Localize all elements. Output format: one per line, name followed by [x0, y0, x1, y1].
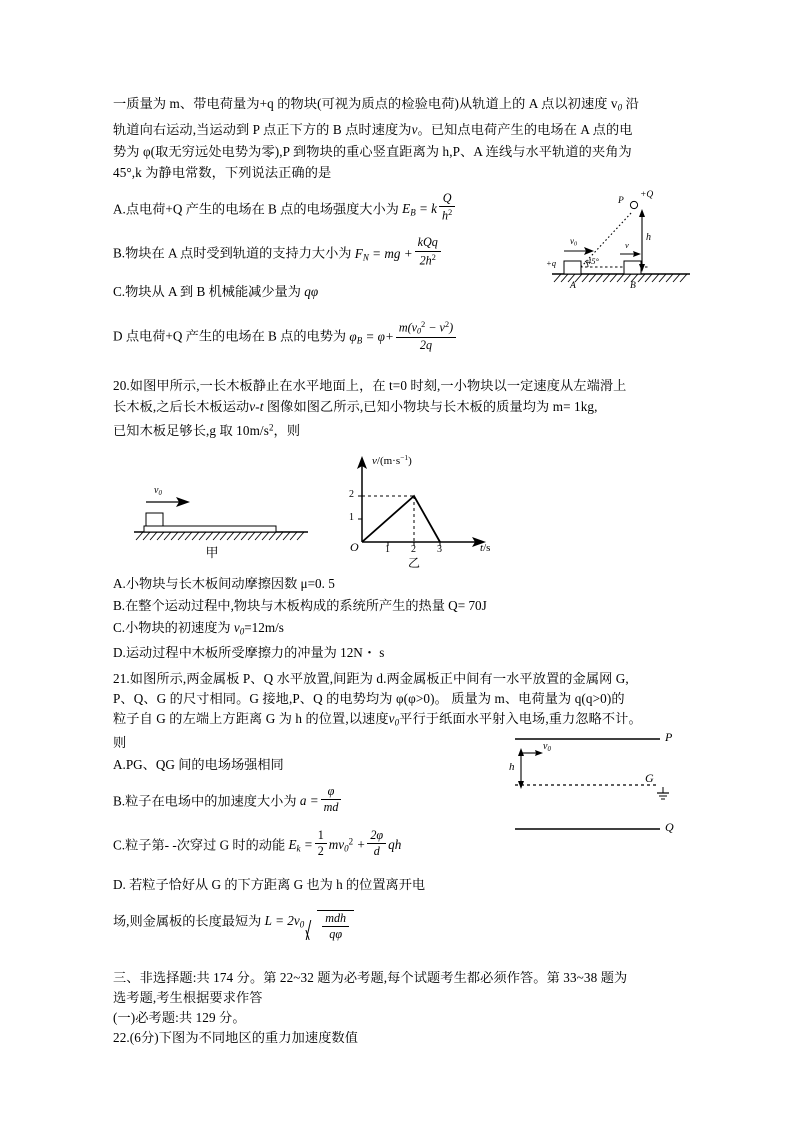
q19-stem-line4: 45°,k 为静电常数，下列说法正确的是	[113, 165, 332, 180]
q19-option-a-formula: $E_B = k$ $\frac{Q}{h^2}$	[402, 201, 457, 216]
section3-line1: 三、非选择题:共 174 分。第 22~32 题为必考题,每个试题考生都必须作答。第 33~38 题为	[113, 969, 628, 985]
q21-label-P: P	[665, 730, 673, 744]
q21-stem-line4: 则	[113, 734, 127, 750]
q21-option-a: A.PG、QG 间的电场场强相同	[113, 756, 284, 772]
q19-option-d-text: D 点电荷+Q 产生的电场在 B 点的电势为	[113, 328, 347, 344]
q21-label-Q: Q	[665, 820, 674, 834]
q21-stem	[113, 669, 691, 753]
q20-option-d: D.运动过程中木板所受摩擦力的冲量为 12N・ s	[113, 645, 385, 661]
q21-option-d-text2: 场,则金属板的长度最短为	[113, 913, 262, 929]
q19-option-a	[113, 192, 691, 225]
q19-label-angle: 45°	[587, 256, 599, 266]
q20-stem	[113, 375, 691, 442]
q20-stem-line2: 长木板,之后长木板运动v-t 图像如图乙所示,已知小物块与长木板的质量均为 m= 1kg,	[113, 399, 598, 415]
q19-label-P: P	[618, 196, 624, 206]
q21-option-d-cont	[113, 910, 691, 942]
section3-line4: 22.(6分)下图为不同地区的重力加速度数值	[113, 1029, 359, 1045]
q19-label-v0: $v_0$	[570, 236, 578, 248]
q21-stem-line2: P、Q、G 的尺寸相同。G 接地,P、Q 的电势均为 φ(φ>0)。 质量为 m、电荷量为 q(q>0)的	[113, 691, 625, 707]
q19-label-B: B	[630, 281, 636, 291]
q20-ytick-1: 1	[349, 512, 354, 523]
q20-xaxis-label: t/s	[480, 542, 491, 554]
q19-option-c	[113, 281, 691, 303]
q20-xtick-2: 2	[411, 544, 416, 555]
q20-jia-v0-label: $v_0$	[154, 485, 162, 497]
q21-option-c-formula: $E_k$ = $\frac{1}{2}$ $mv_0^2$ + $\frac{2\varphi}{d}$ qh	[288, 827, 402, 859]
q19-option-b-text: B.物块在 A 点时受到轨道的支持力大小为	[113, 245, 352, 261]
q19-option-b	[113, 236, 691, 269]
section3-line3: (一)必考题:共 129 分。	[113, 1009, 246, 1025]
q19-stem-line1: 一质量为 m、带电荷量为+q 的物块(可视为质点的检验电荷)从轨道上的 A 点以初速度 $v_0$ 沿	[113, 96, 639, 113]
q20-option-b: B.在整个运动过程中,物块与木板构成的系统所产生的热量 Q= 70J	[113, 597, 487, 613]
q21-option-d	[113, 874, 691, 896]
q21-option-d-formula: $L = 2v_0$ $\frac{\text{mdh}}{q\varphi}$	[265, 913, 354, 928]
q20-option-c: C.小物块的初速度为 $v_0=12m/s$	[113, 619, 284, 637]
q20-jia-caption: 甲	[205, 545, 219, 560]
q20-stem-line1: 20.如图甲所示,一长木板静止在水平地面上，在 t=0 时刻,一小物块以一定速度从左端滑上	[113, 377, 627, 393]
q19-label-A: A	[570, 281, 576, 291]
q19-label-Q: +Q	[640, 190, 654, 200]
q20-yi-caption: 乙	[407, 556, 420, 570]
q19-label-plus-q: +q	[546, 258, 556, 268]
q19-option-a-text: A.点电荷+Q 产生的电场在 B 点的电场强度大小为	[113, 201, 399, 217]
q21-option-c-text: C.粒子第- -次穿过 G 时的动能	[113, 837, 286, 853]
q19-stem-line3: 势为 φ(取无穷远处电势为零),P 到物块的重心竖直距离为 h,P、A 连线与水平轨道的夹角为	[113, 143, 632, 159]
q21-label-G: G	[645, 771, 654, 785]
q21-label-v0: $v_0$	[543, 741, 551, 753]
q19-option-c-text: C.物块从 A 到 B 机械能减少量为	[113, 283, 301, 299]
section3	[113, 968, 691, 1048]
q20-stem-line3: 已知木板足够长,g 取 $10m/s^2$，则	[113, 422, 301, 439]
q20-option-a: A.小物块与长木板间动摩擦因数 μ=0. 5	[113, 575, 335, 591]
q21-label-h: h	[509, 761, 515, 773]
q20-ytick-2: 2	[349, 489, 354, 500]
q20-xtick-3: 3	[437, 544, 442, 555]
q19-label-h: h	[646, 232, 651, 243]
exam-content	[113, 93, 691, 1048]
section3-line2: 选考题,考生根据要求作答	[113, 989, 263, 1005]
q19-option-d-formula: $\varphi_B = \varphi+$ $\frac{m(v_0^2 - v^2)}{2q}$	[349, 329, 458, 344]
q19-label-v: v	[625, 240, 629, 250]
q20-figures-spacer	[113, 442, 691, 572]
q21-stem-line3: 粒子自 G 的左端上方距离 G 为 h 的位置,以速度$v_0$平行于纸面水平射入电场,重力忽略不计。	[113, 711, 642, 728]
q20-xtick-1: 1	[385, 544, 390, 555]
q21-option-d-text: D. 若粒子恰好从 G 的下方距离 G 也为 h 的位置离开电	[113, 877, 426, 893]
q20-origin-label: O	[350, 540, 359, 554]
q20-yaxis-label: $v/(m\cdot s^{-1})$	[372, 453, 412, 467]
q19-option-b-formula: $F_N$ = mg + $\frac{\text{kQq}}{2h^2}$	[355, 246, 443, 261]
q19-stem-line2: 轨道向右运动,当运动到 P 点正下方的 B 点时速度为v。已知点电荷产生的电场在 A 点的电	[113, 122, 633, 137]
q21-option-b-formula: a = $\frac{\varphi}{md}$	[300, 793, 344, 808]
q19-option-c-formula: qφ	[304, 283, 319, 299]
q21-option-b-text: B.粒子在电场中的加速度大小为	[113, 792, 297, 808]
q21-option-c	[113, 829, 691, 860]
q19-stem	[113, 93, 691, 184]
q21-stem-line1: 21.如图所示,两金属板 P、Q 水平放置,间距为 d.两金属板正中间有一水平放置的金属网 G,	[113, 671, 629, 687]
q19-option-d	[113, 320, 691, 352]
q21-option-b	[113, 785, 691, 815]
